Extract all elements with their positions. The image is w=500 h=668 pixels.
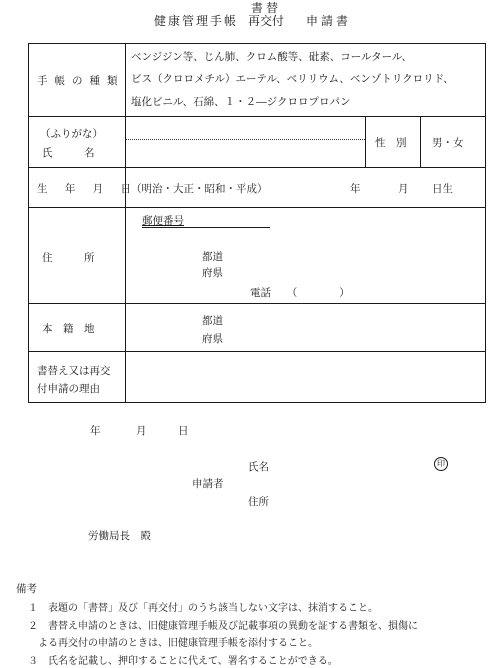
- table-border-top: [28, 43, 486, 44]
- notebook-type-line-1: ベンジジン等、じん肺、クロム酸等、砒素、コールタール、: [131, 51, 413, 63]
- sex-value-divider: [420, 116, 421, 167]
- table-border-right: [485, 43, 486, 403]
- birth-year-unit: 年: [350, 183, 361, 195]
- reason-label-line-2: 付申請の理由: [37, 383, 100, 395]
- birth-day-unit: 日生: [432, 183, 453, 195]
- postal-code-underline: [142, 227, 270, 228]
- table-divider: [28, 351, 486, 352]
- domicile-fuken: 府県: [202, 333, 223, 345]
- table-divider: [28, 303, 486, 304]
- applicant-name-label: 氏名: [248, 461, 269, 473]
- birth-month-unit: 月: [398, 183, 409, 195]
- applicant-label: 申請者: [192, 478, 224, 490]
- title-right: 申請書: [306, 14, 352, 28]
- table-label-column-divider: [125, 43, 126, 403]
- postal-code-label: 郵便番号: [142, 215, 184, 227]
- table-border-bottom: [28, 402, 486, 403]
- reason-label-line-1: 書替え又は再交: [37, 365, 111, 377]
- furigana-dotted-line: [126, 139, 365, 140]
- sex-label: 性 別: [375, 137, 407, 149]
- phone-label: 電話 （ ）: [250, 287, 350, 299]
- notebook-type-line-3: 塩化ビニル、石綿、１・２―ジクロロプロパン: [131, 96, 351, 108]
- sex-column-divider: [365, 116, 366, 167]
- title-stack: [248, 2, 284, 28]
- era-options: （明治・大正・昭和・平成）: [131, 183, 268, 195]
- table-divider: [28, 116, 486, 117]
- title-stack-top: 書替: [251, 1, 282, 15]
- date-month-unit: 月: [136, 425, 147, 437]
- table-divider: [28, 207, 486, 208]
- notes-heading: 備考: [16, 583, 37, 595]
- address-label: 住 所: [42, 252, 95, 264]
- title-left: 健康管理手帳: [154, 14, 239, 28]
- name-label: 氏 名: [42, 147, 95, 159]
- note-item-3: ３ 氏名を記載し、押印することに代えて、署名することができる。: [28, 656, 338, 667]
- title-stack-bottom: 再交付: [248, 14, 285, 28]
- domicile-todo: 都道: [202, 315, 223, 327]
- birth-date-label: 生 年 月 日: [37, 183, 139, 195]
- applicant-address-label: 住所: [248, 496, 269, 508]
- note-item-1: １ 表題の「書替」及び「再交付」のうち該当しない文字は、抹消すること。: [28, 603, 378, 614]
- table-divider: [28, 167, 486, 168]
- addressee: 労働局長 殿: [88, 530, 151, 542]
- sex-value: 男・女: [432, 137, 464, 149]
- date-day-unit: 日: [178, 425, 189, 437]
- seal-mark: [434, 457, 448, 471]
- seal-icon: 印: [434, 457, 448, 471]
- address-todo: 都道: [202, 251, 223, 263]
- furigana-label: （ふりがな）: [40, 128, 103, 140]
- date-year-unit: 年: [90, 425, 101, 437]
- notebook-type-line-2: ビス（クロロメチル）エーテル、ベリリウム、ベンゾトリクロリド、: [131, 73, 454, 85]
- address-fuken: 府県: [202, 267, 223, 279]
- domicile-label: 本 籍 地: [42, 323, 95, 335]
- notebook-type-label: 手帳の種類: [37, 75, 125, 87]
- table-border-left: [28, 43, 29, 403]
- note-item-2: ２ 書替え申請のときは、旧健康管理手帳及び記載事項の異動を証する書類を、損傷に: [28, 621, 418, 632]
- application-form-table: [28, 43, 486, 403]
- note-item-2-cont: よる再交付の申請のときは、旧健康管理手帳を添付すること。: [28, 638, 318, 649]
